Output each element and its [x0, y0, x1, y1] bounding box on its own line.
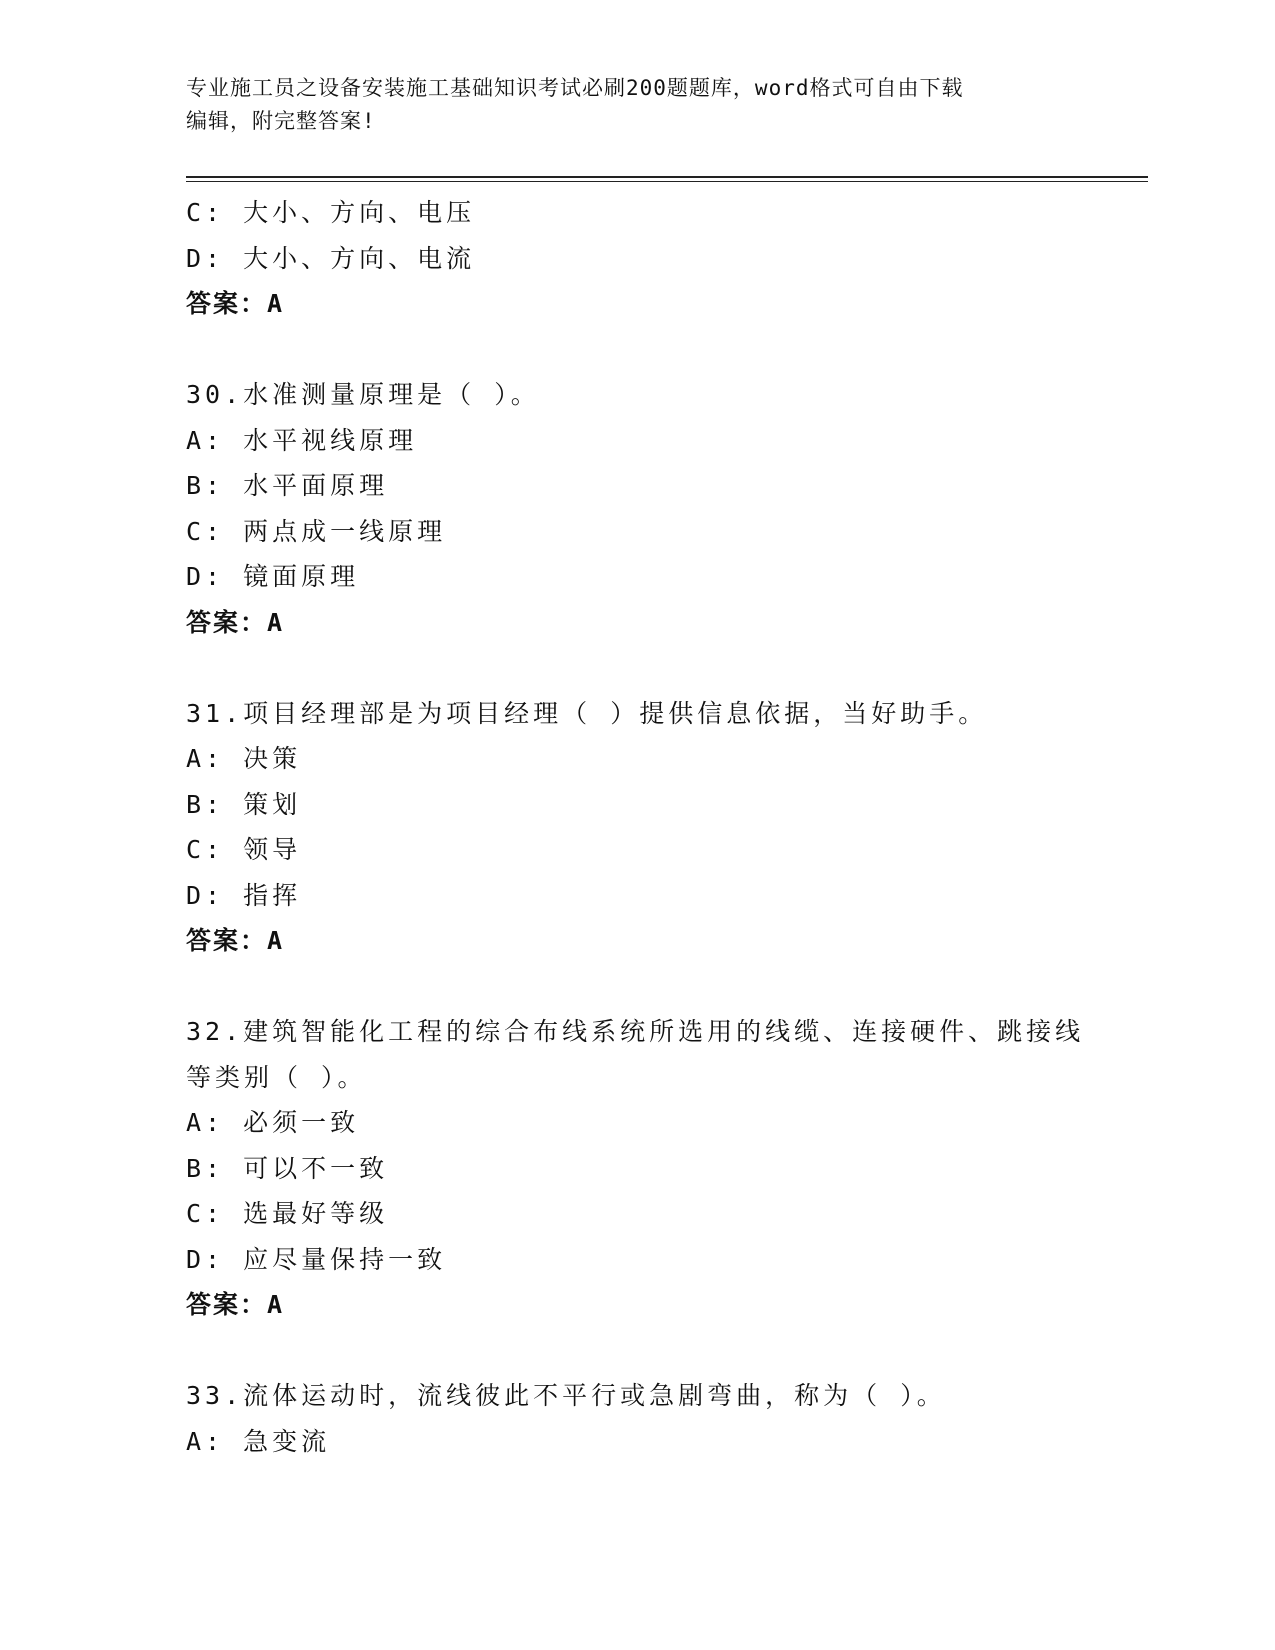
option-c: C: 选最好等级 — [186, 1199, 389, 1228]
option-d: D: 大小、方向、电流 — [186, 243, 476, 273]
option-a: A: 必须一致 — [186, 1108, 360, 1137]
header-divider-thick — [186, 176, 1148, 178]
option-d: D: 应尽量保持一致 — [186, 1244, 447, 1274]
option-a: A: 决策 — [186, 744, 302, 773]
option-b: B: 可以不一致 — [186, 1153, 389, 1183]
spacer — [186, 327, 1148, 373]
option-d: D: 指挥 — [186, 880, 302, 910]
question-text: 33.流体运动时，流线彼此不平行或急剧弯曲，称为（ ）。 — [186, 1381, 946, 1410]
question-partial — [186, 190, 1148, 327]
option-a: A: 急变流 — [186, 1426, 331, 1456]
question-30 — [186, 372, 1148, 645]
spacer — [186, 1328, 1148, 1374]
spacer — [186, 645, 1148, 691]
question-31 — [186, 691, 1148, 964]
option-a: A: 水平视线原理 — [186, 425, 418, 455]
spacer — [186, 964, 1148, 1010]
option-c: C: 领导 — [186, 835, 302, 864]
option-b: B: 策划 — [186, 789, 302, 819]
question-33 — [186, 1373, 1148, 1464]
header-title-line-2: 编辑，附完整答案! — [186, 109, 376, 133]
question-list — [186, 190, 1148, 1464]
option-c: C: 两点成一线原理 — [186, 516, 447, 546]
question-text-continued: 等类别（ ）。 — [186, 1062, 367, 1092]
question-text: 31.项目经理部是为项目经理（ ）提供信息依据，当好助手。 — [186, 698, 988, 728]
document-header — [186, 72, 1086, 138]
answer-line: 答案：A — [186, 289, 285, 318]
answer-line: 答案：A — [186, 1290, 285, 1319]
question-text: 32.建筑智能化工程的综合布线系统所选用的线缆、连接硬件、跳接线 — [186, 1017, 1085, 1046]
header-title-line-1: 专业施工员之设备安装施工基础知识考试必刷200题题库，word格式可自由下载 — [186, 76, 964, 100]
question-text: 30.水准测量原理是（ ）。 — [186, 380, 540, 409]
answer-line: 答案：A — [186, 926, 285, 955]
option-c: C: 大小、方向、电压 — [186, 198, 476, 227]
header-divider-thin — [186, 181, 1148, 182]
question-32 — [186, 1009, 1148, 1328]
option-d: D: 镜面原理 — [186, 562, 360, 591]
option-b: B: 水平面原理 — [186, 471, 389, 500]
answer-line: 答案：A — [186, 607, 285, 637]
